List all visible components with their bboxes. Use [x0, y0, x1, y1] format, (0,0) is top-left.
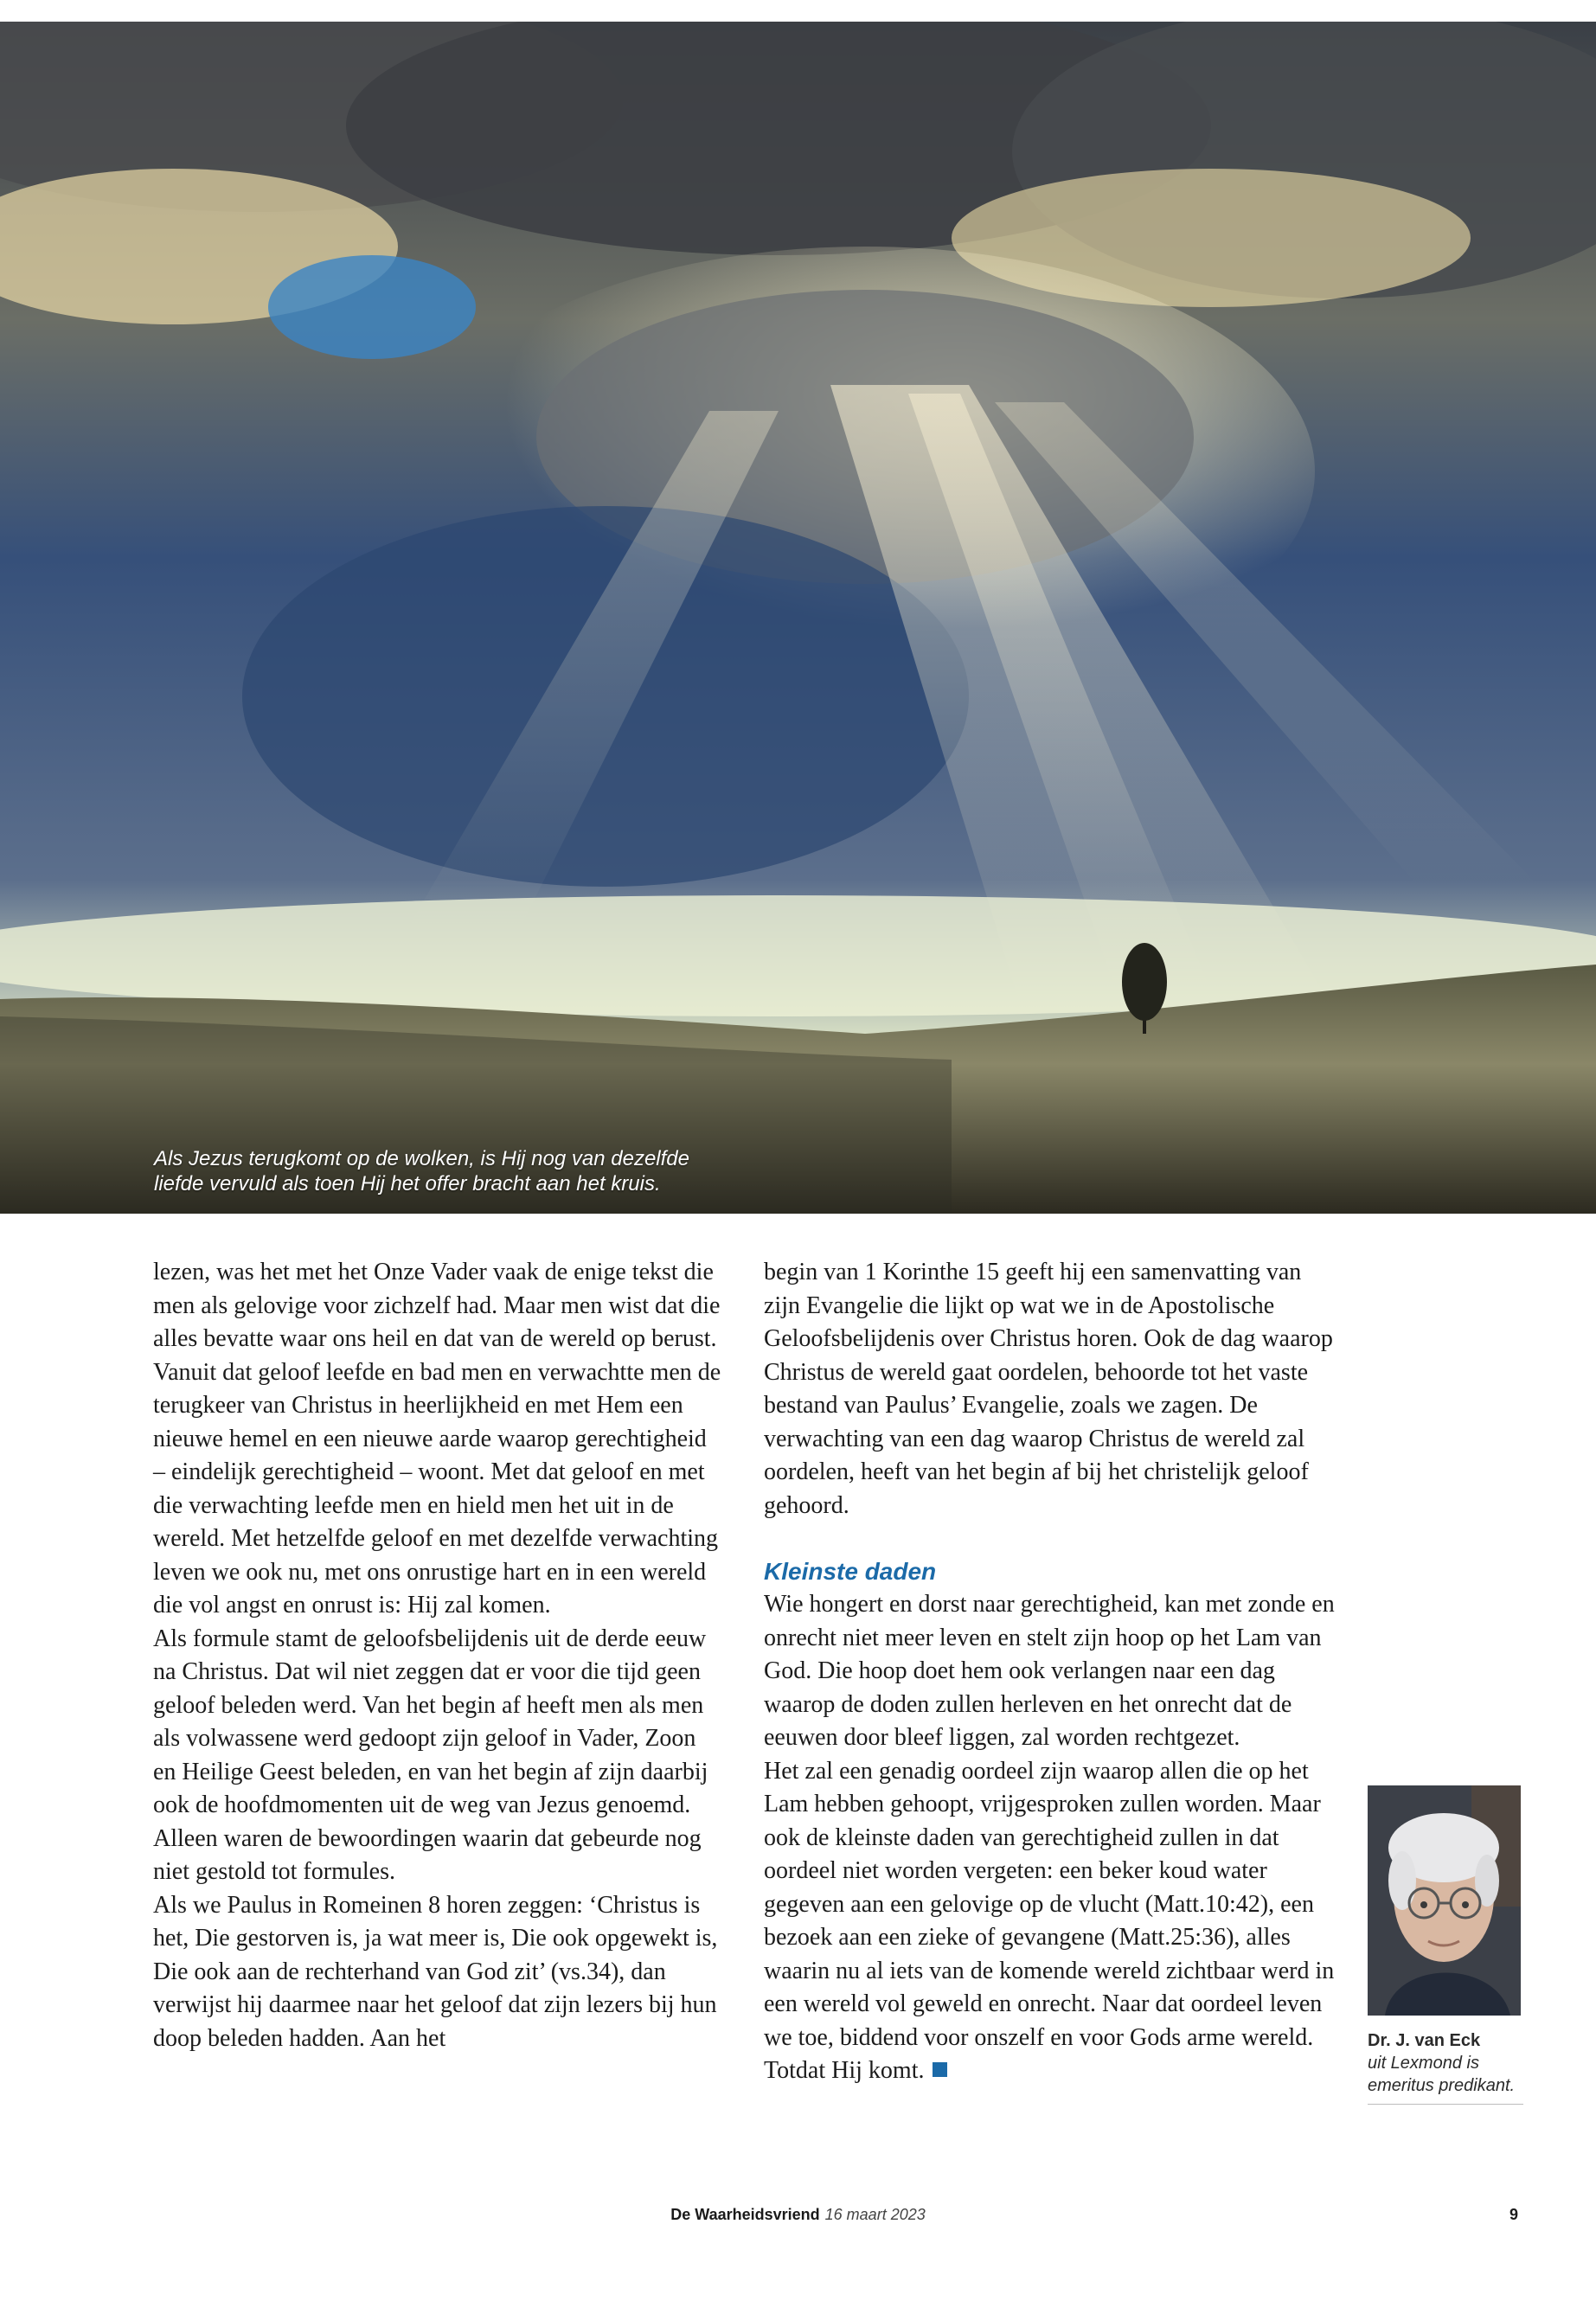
footer-publication-name: De Waarheidsvriend — [670, 2206, 820, 2223]
end-of-article-square-icon — [933, 2062, 947, 2077]
article-paragraph: begin van 1 Korinthe 15 geeft hij een samenvatting van zijn Evangelie die lijkt op wat we in de Apostolische Geloofsbelijdenis over Christus horen. Ook de dag waarop Christus de wereld gaat oordelen, behoorde tot het vaste bestand van Paulus’ Evangelie, zoals we zagen. De verwachting van een dag waarop Christus de wereld zal oordelen, heeft van het begin af bij het christelijk geloof gehoord. — [764, 1259, 1333, 1519]
page-number: 9 — [1509, 2206, 1519, 2223]
article-paragraph: Als we Paulus in Romeinen 8 horen zeggen: ‘Christus is het, Die gestorven is, ja wat meer is, Die ook opgewekt is, Die ook aan de rechterhand van God zit’ (vs.34), dan verwijst hij daarmee naar het geloof dat zijn lezers bij hun doop beleden hadden. Aan het — [153, 1891, 718, 2052]
article-paragraph-final — [764, 1755, 1335, 2088]
article-column-right — [764, 1256, 1335, 2088]
article-paragraph: Als formule stamt de geloofsbelijdenis uit de derde eeuw na Christus. Dat wil niet zeggen dat er voor die tijd geen geloof beleden werd. Van het begin af heeft men als men als volwassene werd gedoopt zijn geloof in Vader, Zoon en Heilige Geest beleden, en van het begin af zijn daarbij ook de hoofdmomenten uit de weg van Jezus genoemd. Alleen waren de bewoordingen waarin dat gebeurde nog niet gestold tot formules. — [153, 1625, 708, 1885]
photo-caption-line-2: liefde vervuld als toen Hij het offer bracht aan het kruis. — [154, 1172, 661, 1195]
article-paragraph: lezen, was het met het Onze Vader vaak de enige tekst die men als gelovige voor zichzelf had. Maar men wist dat die alles bevatte waar ons heil en dat van de wereld op berust. Vanuit dat geloof leefde en bad men en verwachtte men de terugkeer van Christus in heerlijkheid en met Hem een nieuwe hemel en een nieuwe aarde waarop gerechtigheid – eindelijk gerechtigheid – woont. Met dat geloof en met die verwachting leefde men en hield men het uit in de wereld. Met hetzelfde geloof en met dezelfde verwachting leven we ook nu, met ons onrustige hart en in een wereld die vol angst en onrust is: Hij zal komen. — [153, 1259, 721, 1618]
photo-caption — [154, 1146, 760, 1196]
author-name: Dr. J. van Eck — [1368, 2031, 1481, 2050]
author-photo — [1368, 1785, 1521, 2016]
article-paragraph: Wie hongert en dorst naar gerechtigheid, kan met zonde en onrecht niet meer leven en stelt zijn hoop op het Lam van God. Die hoop doet hem ook verlangen naar een dag waarop de doden zullen herleven en het onrecht dat de eeuwen door bleef liggen, zal worden rechtgezet. — [764, 1591, 1335, 1751]
sky-landscape-image — [0, 22, 1596, 1214]
footer-date: 16 maart 2023 — [824, 2206, 926, 2223]
subheading: Kleinste daden — [764, 1558, 937, 1585]
author-caption — [1368, 2029, 1523, 2105]
paragraph-spacer — [764, 1522, 1335, 1555]
photo-caption-line-1: Als Jezus terugkomt op de wolken, is Hij nog van dezelfde — [154, 1147, 689, 1170]
footer-publication-line — [0, 2206, 1596, 2224]
page-footer — [0, 2206, 1596, 2232]
hero-photo — [0, 22, 1596, 1214]
article-paragraph-text: Het zal een genadig oordeel zijn waarop allen die op het Lam hebben gehoopt, vrijgesproken zullen worden. Maar ook de kleinste daden van gerechtigheid zullen in dat oordeel niet worden vergeten: een beker koud water gegeven aan een gelovige op de vlucht (Matt.10:42), een bezoek aan een zieke of gevangene (Matt.25:36), alles waarin nu al iets van de komende wereld zichtbaar werd in een wereld vol geweld en onrecht. Naar dat oordeel leven we toe, biddend voor onszelf en voor Gods arme wereld. Totdat Hij komt. — [764, 1757, 1335, 2084]
article-column-left — [153, 1256, 724, 2055]
author-portrait-image — [1368, 1785, 1521, 2016]
author-description: uit Lexmond is emeritus predikant. — [1368, 2054, 1516, 2095]
